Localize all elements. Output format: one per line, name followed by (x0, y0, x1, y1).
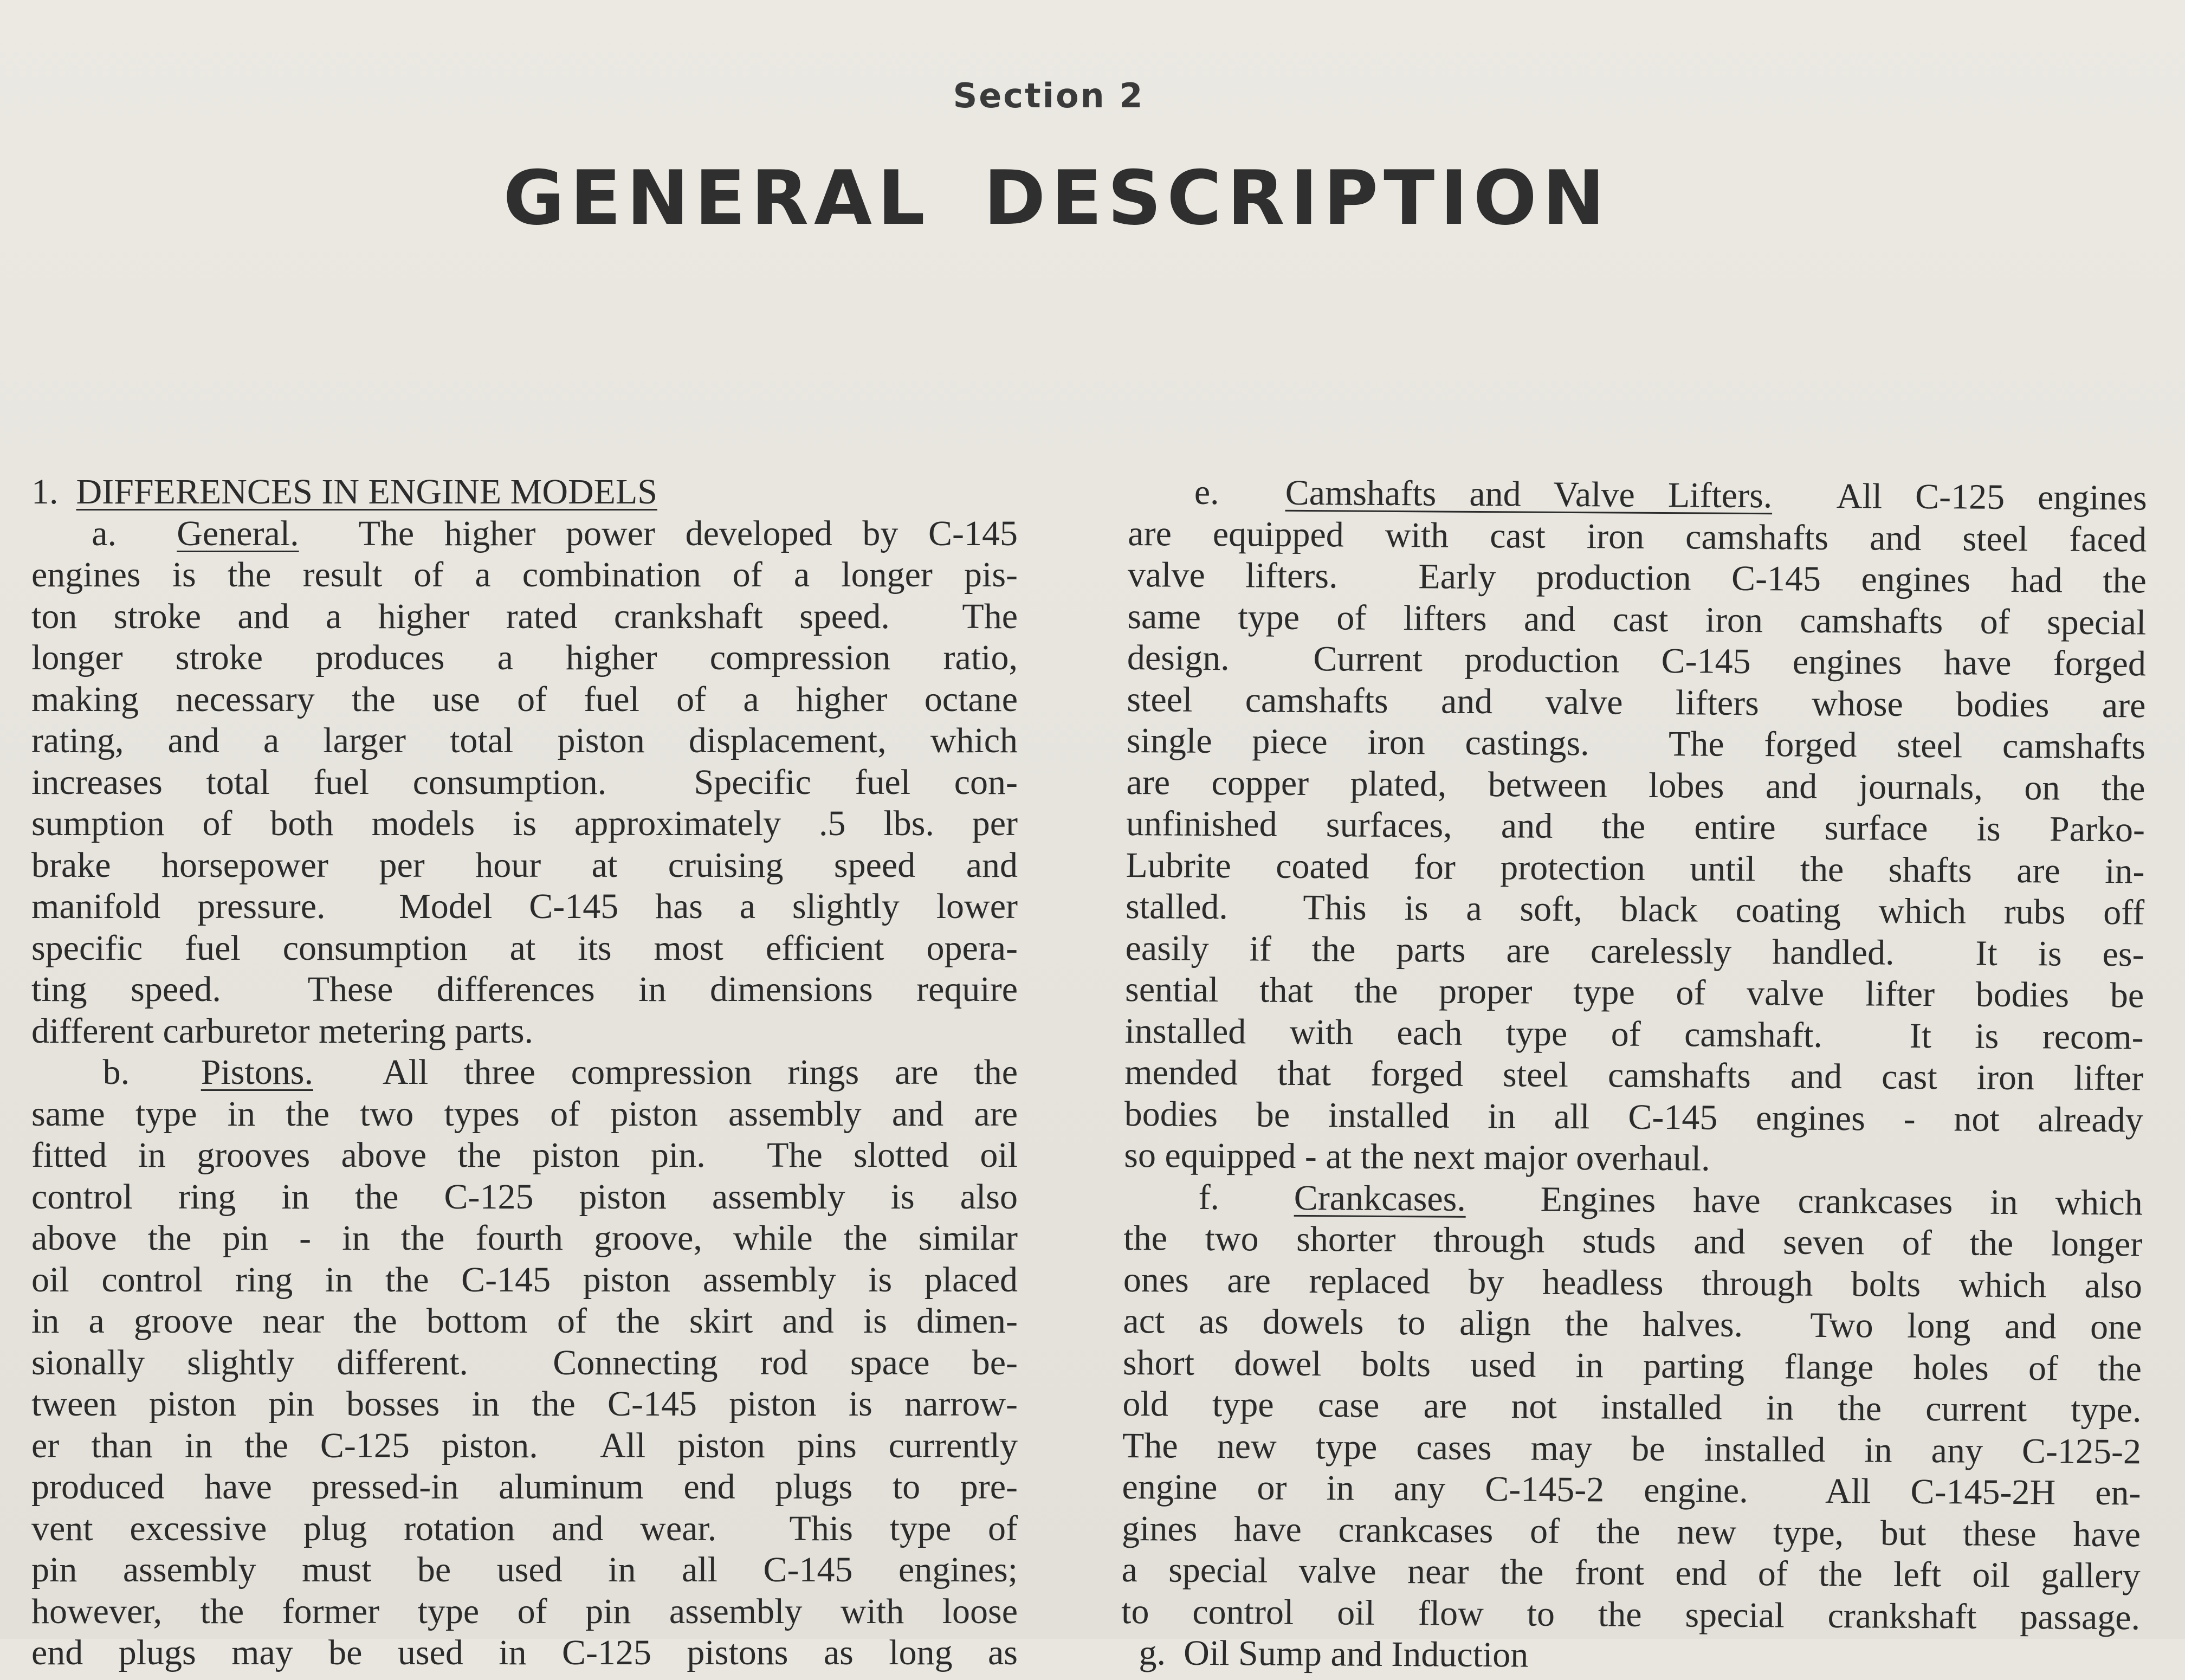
text-line (31, 803, 1018, 845)
text-line (1124, 1052, 2143, 1100)
text-span: Lubrite coated for protection until the shafts are in- (1126, 845, 2145, 891)
text-span: mended that forged steel camshafts and cast iron lifter (1124, 1052, 2144, 1099)
text-line (31, 1632, 1018, 1674)
text-line (31, 1011, 1018, 1052)
section-label: Section 2 (953, 76, 1145, 115)
text-line (1125, 927, 2144, 975)
text-line (1126, 886, 2144, 934)
text-line (1121, 1591, 2140, 1638)
text-line (31, 762, 1018, 804)
text-span: produced have pressed-in aluminum end plugs to pre- (31, 1467, 1018, 1507)
text-span: b. (31, 1052, 201, 1092)
text-line (31, 1384, 1018, 1425)
underlined-heading: Camshafts and Valve Lifters. (1285, 473, 1773, 516)
text-line (31, 596, 1018, 638)
text-span: old type case are not installed in the current type. (1122, 1384, 2142, 1430)
text-line (31, 1135, 1018, 1177)
text-span: the two shorter through studs and seven of the longer (1123, 1218, 2143, 1264)
text-line (1122, 1384, 2141, 1431)
text-span: stalled. This is a soft, black coating which rubs off (1125, 886, 2145, 933)
text-span: gines have crankcases of the new type, but these have (1121, 1508, 2141, 1554)
underlined-heading: General. (177, 513, 299, 553)
text-span: ting speed. These differences in dimensions require (31, 970, 1018, 1009)
text-span: unfinished surfaces, and the entire surface is Parko- (1126, 803, 2145, 850)
text-line (1122, 1508, 2141, 1555)
text-line (1123, 1301, 2142, 1348)
text-span: engine or in any C-145-2 engine. All C-145-2H en- (1122, 1466, 2141, 1513)
underlined-heading: DIFFERENCES IN ENGINE MODELS (76, 472, 657, 512)
text-line (1127, 637, 2146, 685)
text-line (1128, 471, 2147, 519)
text-span: same type in the two types of piston assembly and are (31, 1094, 1018, 1134)
text-span: pin assembly must be used in all C-145 engines; (31, 1550, 1018, 1589)
text-span: ton stroke and a higher rated crankshaft speed. The (31, 596, 1018, 636)
text-line (31, 554, 1018, 596)
text-span: The higher power developed by C-145 (299, 513, 1018, 553)
text-line (31, 1259, 1018, 1301)
text-line (1126, 803, 2145, 851)
text-span: a special valve near the front end of the left oil gallery (1121, 1549, 2141, 1596)
text-span: valve lifters. Early production C-145 engines had the (1127, 554, 2147, 601)
text-span: tween piston pin bosses in the C-145 piston is narrow- (31, 1384, 1018, 1424)
text-line (31, 720, 1018, 762)
text-line (31, 1177, 1018, 1218)
text-span: sionally slightly different. Connecting rod space be- (31, 1342, 1018, 1382)
text-line (31, 1342, 1018, 1384)
text-span: sumption of both models is approximately .5 lbs. per (31, 804, 1018, 843)
text-span: however, the former type of pin assembly with loose (31, 1591, 1018, 1631)
text-line (1121, 1549, 2140, 1597)
text-line (1123, 1259, 2142, 1307)
text-span: er than in the C-125 piston. All piston pins currently (31, 1425, 1018, 1465)
text-line (1124, 1093, 2143, 1141)
text-line (31, 471, 1018, 513)
right-column (1121, 471, 2147, 1680)
text-line (1124, 1135, 2143, 1183)
text-line (1127, 596, 2146, 643)
text-span: oil control ring in the C-145 piston assembly is placed (31, 1259, 1018, 1300)
text-span: end plugs may be used in C-125 pistons as long as (31, 1633, 1018, 1672)
text-span: design. Current production C-145 engines have forged (1127, 637, 2147, 684)
text-line (1123, 1218, 2142, 1265)
text-line (1123, 1342, 2142, 1390)
text-span: All three compression rings are the (313, 1052, 1018, 1092)
text-line (31, 1508, 1018, 1550)
text-span: easily if the parts are carelessly handled. It is es- (1125, 928, 2144, 974)
text-line (1122, 1425, 2141, 1472)
text-span: 1. (31, 472, 76, 512)
text-line (31, 1466, 1018, 1508)
text-line (1124, 1010, 2143, 1058)
text-span: fitted in grooves above the piston pin. The slotted oil (31, 1135, 1018, 1175)
text-line (1127, 679, 2145, 726)
text-span: e. (1128, 472, 1285, 513)
text-span: same type of lifters and cast iron camshafts of special (1127, 596, 2147, 642)
text-line (31, 1301, 1018, 1342)
text-span: sential that the proper type of valve lifter bodies be (1124, 969, 2144, 1016)
text-line (1128, 554, 2147, 602)
text-line (31, 679, 1018, 721)
text-line (31, 886, 1018, 928)
text-span: ones are replaced by headless through bolts which also (1123, 1259, 2143, 1306)
text-span: brake horsepower per hour at cruising speed and (31, 845, 1018, 885)
text-line (1128, 513, 2147, 560)
text-span: making necessary the use of fuel of a higher octane (31, 679, 1018, 719)
text-span: longer stroke produces a higher compression ratio, (31, 638, 1018, 677)
text-span: above the pin - in the fourth groove, while the similar (31, 1218, 1018, 1258)
text-line (31, 513, 1018, 555)
text-line (1122, 1466, 2141, 1514)
text-span: steel camshafts and valve lifters whose bodies are (1127, 679, 2146, 725)
text-line (31, 1094, 1018, 1135)
text-span: Engines have crankcases in which (1465, 1179, 2143, 1223)
text-line (31, 845, 1018, 887)
text-line (1126, 844, 2144, 892)
text-line (31, 1425, 1018, 1467)
underlined-heading: Crankcases. (1294, 1178, 1466, 1219)
text-span: act as dowels to align the halves. Two long and one (1123, 1301, 2142, 1347)
text-span: so equipped - at the next major overhaul. (1124, 1135, 1710, 1179)
text-span: rating, and a larger total piston displacement, which (31, 721, 1018, 760)
text-line (31, 1218, 1018, 1259)
text-line (31, 928, 1018, 970)
text-span: installed with each type of camshaft. It is recom- (1124, 1011, 2144, 1057)
text-line (1127, 720, 2145, 768)
text-span: to control oil flow to the special crankshaft passage. (1121, 1591, 2141, 1637)
text-span: are copper plated, between lobes and journals, on the (1126, 762, 2145, 808)
text-line (31, 637, 1018, 679)
text-line (1124, 1176, 2143, 1224)
underlined-heading: Pistons. (201, 1052, 313, 1092)
text-span: single piece iron castings. The forged steel camshafts (1126, 720, 2146, 767)
text-span: control ring in the C-125 piston assembly is also (31, 1177, 1018, 1217)
text-line (1125, 969, 2144, 1017)
text-span: short dowel bolts used in parting flange holes of the (1122, 1342, 2142, 1388)
text-line (31, 969, 1018, 1011)
text-span: in a groove near the bottom of the skirt and is dimen- (31, 1301, 1018, 1341)
text-line (1126, 761, 2145, 809)
text-span: engines is the result of a combination of a longer pis- (31, 555, 1018, 595)
text-line (31, 1549, 1018, 1591)
text-span: vent excessive plug rotation and wear. This type of (31, 1508, 1018, 1548)
text-span: a. (31, 513, 177, 553)
text-line (31, 1591, 1018, 1633)
text-span: bodies be installed in all C-145 engines - not already (1124, 1094, 2143, 1140)
page-title: GENERAL DESCRIPTION (503, 154, 1611, 242)
text-span: g. Oil Sump and Induction (1121, 1632, 1529, 1675)
text-line (31, 1052, 1018, 1094)
text-span: different carburetor metering parts. (31, 1011, 534, 1051)
text-span: f. (1123, 1177, 1295, 1218)
text-span: manifold pressure. Model C-145 has a slightly lower (31, 887, 1018, 926)
text-span: are equipped with cast iron camshafts and steel faced (1128, 513, 2147, 559)
text-span: increases total fuel consumption. Specific fuel con- (31, 762, 1018, 802)
text-span: The new type cases may be installed in any C-125-2 (1122, 1425, 2142, 1471)
text-span: All C-125 engines (1772, 476, 2147, 518)
left-column (31, 471, 1018, 1674)
text-line (1121, 1632, 2139, 1680)
text-span: specific fuel consumption at its most efficient opera- (31, 928, 1018, 968)
